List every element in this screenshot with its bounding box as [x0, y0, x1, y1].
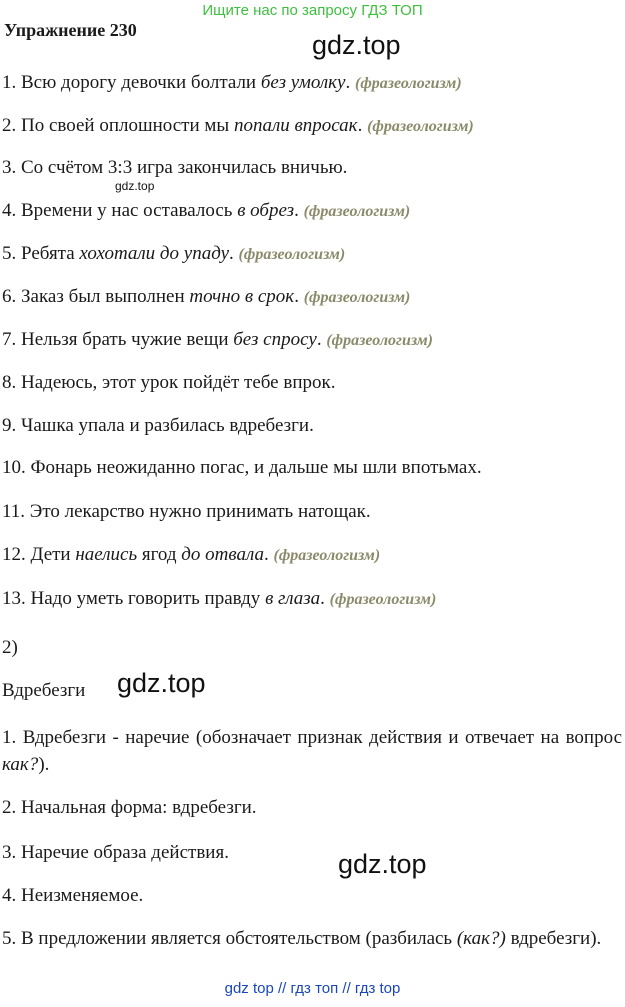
analysis-item: 3. Наречие образа действия.	[2, 842, 229, 863]
list-item: 13. Надо уметь говорить правду в глаза. (фразеологизм)	[2, 588, 437, 609]
search-banner: Ищите нас по запросу ГДЗ ТОП	[202, 2, 423, 19]
analysis-item: 4. Неизменяемое.	[2, 885, 144, 906]
section-label: 2)	[2, 637, 18, 658]
list-item: 8. Надеюсь, этот урок пойдёт тебе впрок.	[2, 372, 336, 393]
analysis-item: 5. В предложении является обстоятельством (разбилась (как?) вдребезги).	[2, 928, 602, 949]
analyzed-word: Вдребезги	[2, 680, 86, 701]
list-item: 11. Это лекарство нужно принимать натощак.	[2, 501, 371, 522]
list-item: 1. Всю дорогу девочки болтали без умолку. (фразеологизм)	[2, 72, 462, 93]
watermark: gdz.top	[338, 849, 427, 879]
list-item: 3. Со счётом 3:3 игра закончилась вничью.	[2, 157, 348, 178]
analysis-item: 1. Вдребезги - наречие (обозначает признак действия и отвечает на вопрос как?).	[2, 727, 622, 775]
list-item: 9. Чашка упала и разбилась вдребезги.	[2, 415, 314, 436]
list-item: 7. Нельзя брать чужие вещи без спросу. (фразеологизм)	[2, 329, 433, 350]
list-item: 10. Фонарь неожиданно погас, и дальше мы шли впотьмах.	[2, 457, 482, 478]
watermark: gdz.top	[117, 668, 206, 698]
list-item: 6. Заказ был выполнен точно в срок. (фразеологизм)	[2, 286, 411, 307]
list-item: 12. Дети наелись ягод до отвала. (фразеологизм)	[2, 544, 381, 565]
exercise-title: Упражнение 230	[4, 20, 137, 40]
list-item: 4. Времени у нас оставалось в обрез. (фразеологизм)	[2, 200, 411, 221]
list-item: 2. По своей оплошности мы попали впросак. (фразеологизм)	[2, 115, 474, 136]
analysis-item: 2. Начальная форма: вдребезги.	[2, 797, 257, 818]
footer-links[interactable]: gdz top // гдз топ // гдз top	[224, 980, 401, 997]
list-item: 5. Ребята хохотали до упаду. (фразеологизм)	[2, 243, 346, 264]
watermark: gdz.top	[115, 179, 155, 193]
watermark: gdz.top	[312, 30, 401, 60]
